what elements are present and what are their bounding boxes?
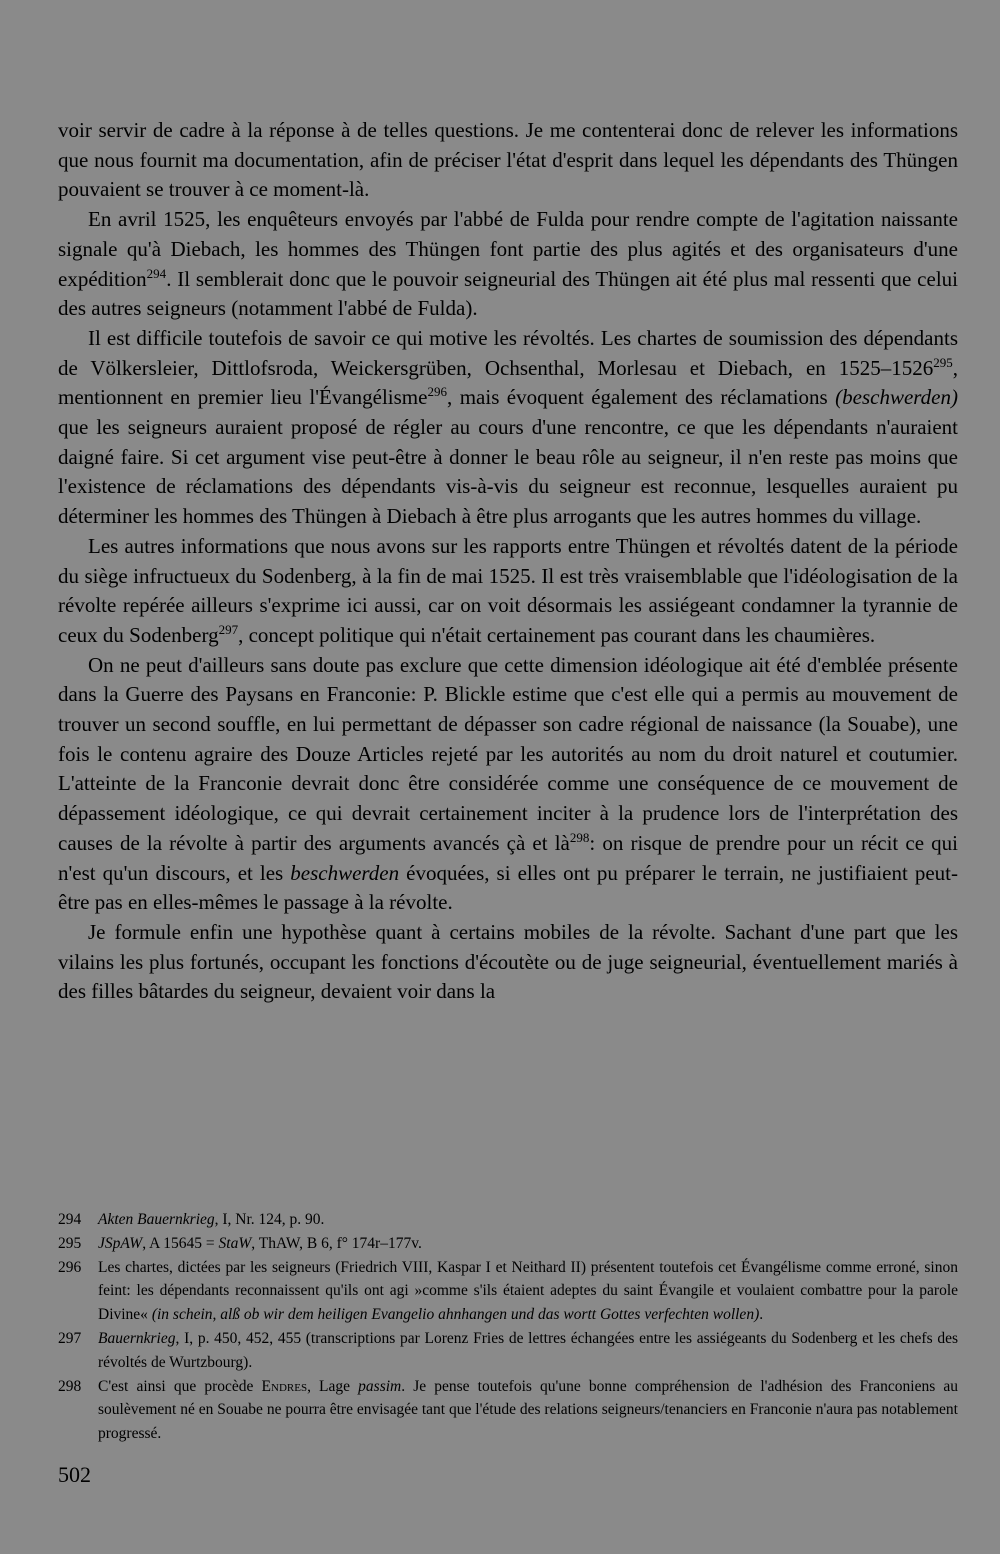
text-run: , ThAW, B 6, f° 174r–177v. bbox=[251, 1234, 422, 1252]
text-run: . Il semblerait donc que le pouvoir seigneurial des Thüngen ait été plus mal ressenti que celui des autres seigneurs (notamment l'abbé de Fulda). bbox=[58, 266, 958, 321]
text-run: , Lage bbox=[307, 1377, 359, 1395]
footnote bbox=[58, 1327, 958, 1375]
footnote-text bbox=[98, 1256, 958, 1327]
footnotes bbox=[58, 1208, 958, 1446]
text-run: évoquées, si elles ont pu préparer le terrain, ne justifiaient peut-être pas en elles-mêmes le passage à la révolte. bbox=[58, 860, 959, 915]
page-number: 502 bbox=[58, 1462, 91, 1487]
text-run: , I, p. 450, 452, 455 (transcriptions par Lorenz Fries de lettres échangées entre les assiégeants du Sodenberg et les chefs des révoltés de Wurtzbourg). bbox=[98, 1329, 958, 1371]
text-run: . bbox=[759, 1306, 764, 1324]
italic-text: StaW bbox=[218, 1234, 252, 1252]
text-run: , I, Nr. 124, p. 90. bbox=[214, 1211, 325, 1228]
body-text bbox=[58, 116, 958, 1007]
footnote-text bbox=[98, 1208, 958, 1232]
italic-text: JSpAW bbox=[98, 1234, 143, 1252]
italic-text: Akten Bauernkrieg bbox=[98, 1211, 215, 1228]
footnote bbox=[58, 1375, 958, 1446]
italic-text: passim bbox=[358, 1377, 402, 1395]
text-run: voir servir de cadre à la réponse à de telles questions. Je me contenterai donc de relever les informations que nous fournit ma documentation, afin de préciser l'état d'esprit dans lequel les dépendants des Thüngen pouvaient se trouver à ce moment-là. bbox=[58, 118, 958, 202]
paragraph bbox=[58, 651, 958, 918]
author-name: Endres bbox=[261, 1377, 308, 1395]
italic-text: beschwerden bbox=[290, 860, 400, 885]
paragraph bbox=[58, 116, 958, 205]
footnote-number: 297 bbox=[58, 1329, 82, 1347]
text-run: En avril 1525, les enquêteurs envoyés par l'abbé de Fulda pour rendre compte de l'agitation naissante signale qu'à Diebach, les hommes des Thüngen font partie des plus agités et des organisateurs d'une expédition bbox=[58, 207, 958, 291]
text-run: , A 15645 = bbox=[142, 1234, 219, 1252]
text-run: : on risque de prendre pour un récit ce qui n'est qu'un discours, et les bbox=[58, 830, 958, 885]
footnote-text bbox=[98, 1232, 958, 1256]
text-run: , mentionnent en premier lieu l'Évangélisme bbox=[58, 355, 958, 410]
paragraph bbox=[58, 205, 958, 324]
footnote-ref: 298 bbox=[569, 829, 590, 845]
paragraph bbox=[58, 918, 958, 1007]
footnote bbox=[58, 1232, 958, 1256]
italic-text: Bauernkrieg bbox=[98, 1329, 176, 1347]
footnote-ref: 295 bbox=[933, 354, 953, 370]
footnote-text bbox=[98, 1375, 958, 1446]
footnote bbox=[58, 1208, 958, 1232]
footnote-number: 294 bbox=[58, 1211, 82, 1228]
footnote-number: 295 bbox=[58, 1234, 82, 1252]
text-run: Les autres informations que nous avons sur les rapports entre Thüngen et révoltés datent de la période du siège infructueux du Sodenberg, à la fin de mai 1525. Il est très vraisemblable que l'idéologisation de la révolte repérée ailleurs s'exprime ici aussi, car on voit désormais les assiégeant condamner la tyrannie de ceux du Sodenberg bbox=[58, 533, 958, 647]
text-run: , mais évoquent également des réclamations bbox=[447, 385, 836, 410]
paragraph bbox=[58, 324, 958, 532]
footnote-ref: 294 bbox=[146, 265, 167, 281]
text-run: C'est ainsi que procède bbox=[98, 1377, 262, 1395]
text-run: que les seigneurs auraient proposé de régler au cours d'une rencontre, ce que les dépendants n'auraient daigné faire. Si cet argument vise peut-être à donner le beau rôle au seigneur, il n'en reste pas moins que l'existence de réclamations des dépendants vis-à-vis du seigneur est reconnue, lesquelles auraient pu déterminer les hommes des Thüngen à Diebach à être plus arrogants que les autres hommes du village. bbox=[58, 415, 958, 529]
text-run: On ne peut d'ailleurs sans doute pas exclure que cette dimension idéologique ait été d'emblée présente dans la Guerre des Paysans en Franconie: P. Blickle estime que c'est elle qui a permis au mouvement de trouver un second souffle, en lui permettant de dépasser son cadre régional de naissance (la Souabe), une fois le contenu agraire des Douze Articles rejeté par les autorités au nom du droit naturel et coutumier. L'atteinte de la Franconie devrait donc être considérée comme une conséquence de ce mouvement de dépassement idéologique, ce qui devrait certainement inciter à la prudence lors de l'interprétation des causes de la révolte à partir des arguments avancés çà et là bbox=[58, 652, 958, 855]
footnote-number: 296 bbox=[58, 1258, 82, 1276]
footnote bbox=[58, 1256, 958, 1327]
footnote-number: 298 bbox=[58, 1377, 82, 1395]
text-run: Les chartes, dictées par les seigneurs (Friedrich VIII, Kaspar I et Neithard II) présentent toutefois cet Évangélisme comme erroné, sinon feint: les dépendants reconnaissent qu'ils ont agi »comme s'ils étaient adeptes du saint Évangile et voulaient combattre pour la parole Divine« bbox=[98, 1258, 958, 1324]
italic-text: (in schein, alß ob wir dem heiligen Evangelio ahnhangen und das wortt Gottes verfechten wollen) bbox=[151, 1306, 760, 1324]
text-run: . Je pense toutefois qu'une bonne compréhension de l'adhésion des Franconiens au soulèvement né en Souabe ne pourra être envisagée tant que l'étude des relations seigneurs/tenanciers en Franconie n'aura pas notablement progressé. bbox=[98, 1377, 958, 1443]
italic-text: (beschwerden) bbox=[835, 385, 958, 410]
paragraph bbox=[58, 532, 958, 651]
footnote-text bbox=[98, 1327, 958, 1375]
text-run: , concept politique qui n'était certainement pas courant dans les chaumières. bbox=[238, 622, 876, 647]
text-run: Il est difficile toutefois de savoir ce qui motive les révoltés. Les chartes de soumission des dépendants de Völkersleier, Dittlofsroda, Weickersgrüben, Ochsenthal, Morlesau et Diebach, en 1525–1526 bbox=[58, 325, 958, 380]
footnote-ref: 296 bbox=[427, 384, 447, 400]
footnote-ref: 297 bbox=[218, 621, 239, 637]
text-run: Je formule enfin une hypothèse quant à certains mobiles de la révolte. Sachant d'une part que les vilains les plus fortunés, occupant les fonctions d'écoutète ou de juge seigneurial, éventuellement mariés à des filles bâtardes du seigneur, devaient voir dans la bbox=[58, 919, 958, 1004]
